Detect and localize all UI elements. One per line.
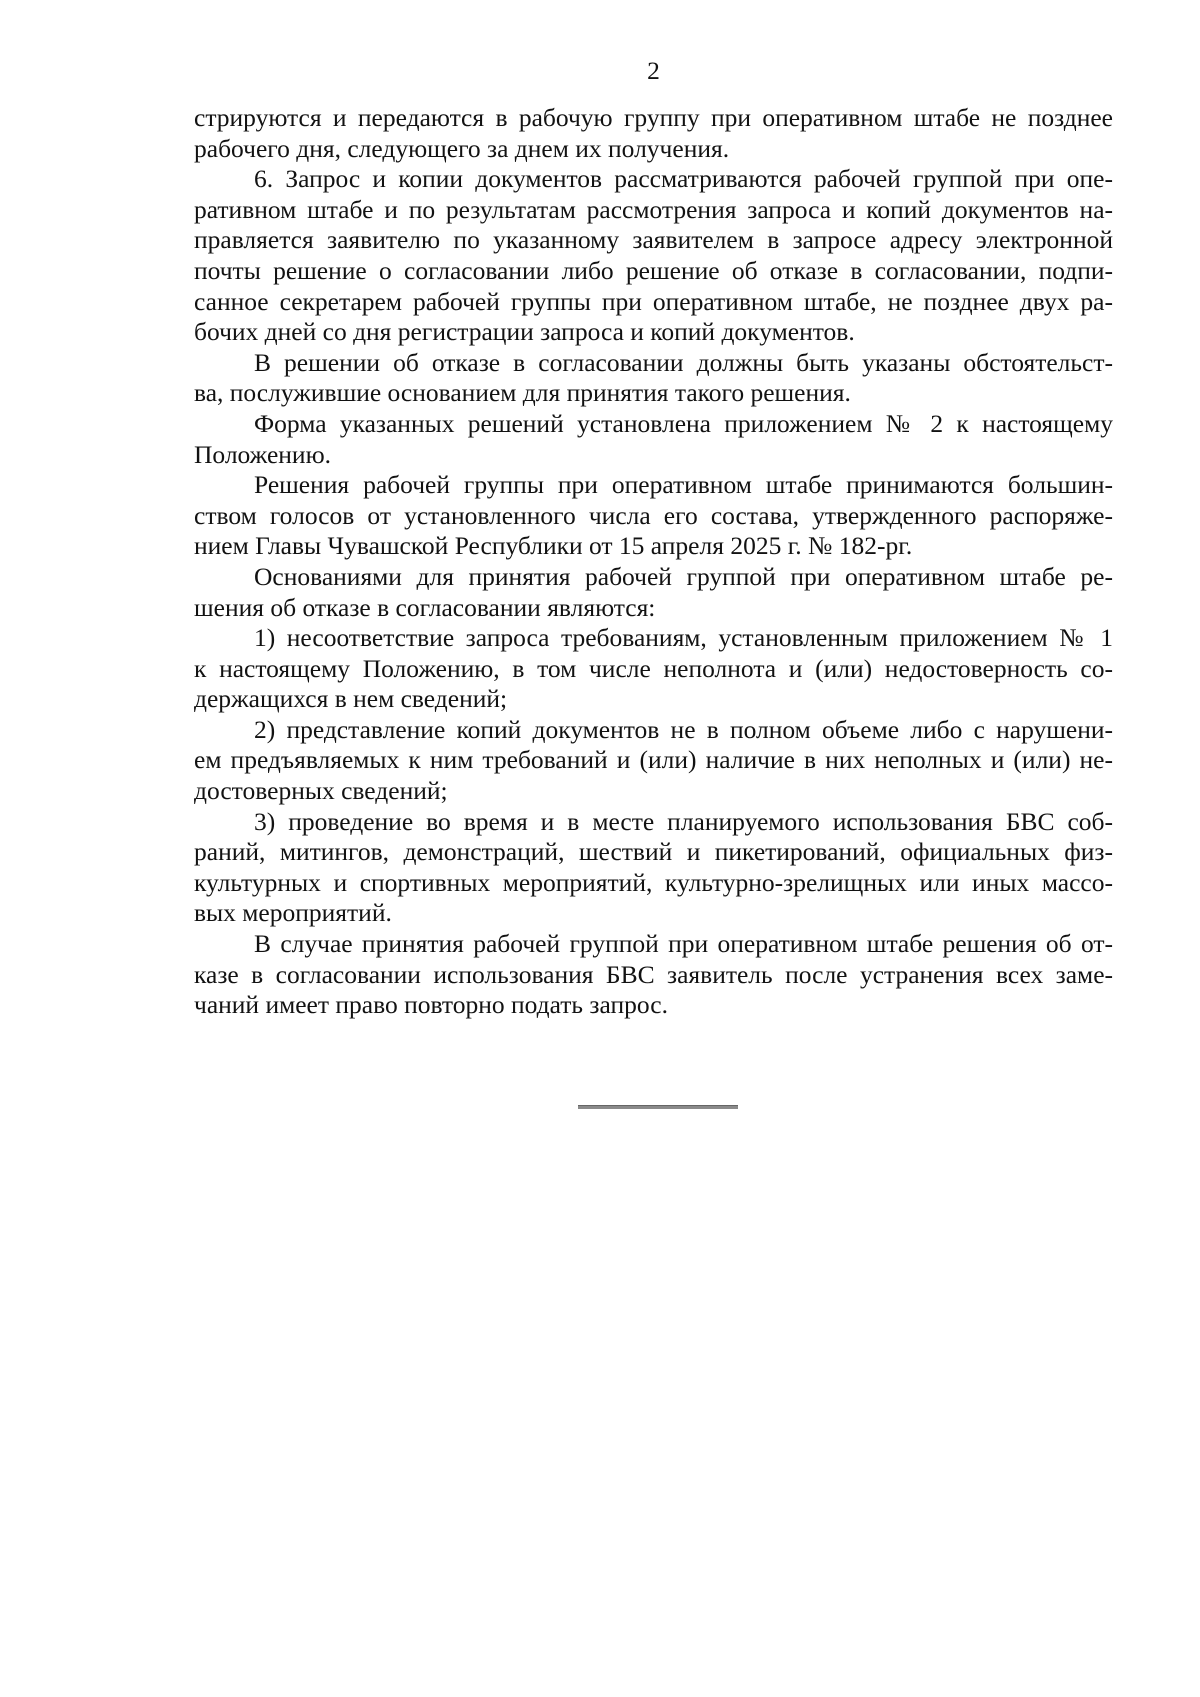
text-line: чаний имеет право повторно подать запрос. [194,990,668,1020]
text-line: рабочего дня, следующего за днем их получения. [194,133,730,163]
text-line: достоверных сведений; [194,776,448,806]
text-line: Форма указанных решений установлена приложением № 2 к настоящему [254,408,1113,438]
text-line: правляется заявителю по указанному заявителем в запросе адресу электронной [194,225,1113,255]
text-line: Решения рабочей группы при оперативном штабе принимаются большин- [254,470,1113,500]
text-line: бочих дней со дня регистрации запроса и копий документов. [194,317,855,347]
end-of-document-separator [578,1105,738,1109]
text-line: 6. Запрос и копии документов рассматриваются рабочей группой при опе- [254,164,1113,194]
text-line: ем предъявляемых к ним требований и (или) наличие в них неполных и (или) не- [194,745,1113,775]
text-line: В решении об отказе в согласовании должны быть указаны обстоятельст- [254,347,1113,377]
text-line: 1) несоответствие запроса требованиям, установленным приложением № 1 [254,623,1113,653]
text-line: к настоящему Положению, в том числе неполнота и (или) недостоверность со- [194,653,1113,683]
text-line: санное секретарем рабочей группы при оперативном штабе, не позднее двух ра- [194,286,1113,316]
text-line: шения об отказе в согласовании являются: [194,592,656,622]
document-body [194,103,1113,1021]
text-line: стрируются и передаются в рабочую группу при оперативном штабе не позднее [194,103,1113,132]
text-line: 3) проведение во время и в месте планируемого использования БВС соб- [254,806,1113,836]
text-line: раний, митингов, демонстраций, шествий и пикетирований, официальных физ- [194,837,1113,867]
text-line: почты решение о согласовании либо решение об отказе в согласовании, подпи- [194,255,1113,285]
text-line: вых мероприятий. [194,898,392,928]
text-line: Положению. [194,439,331,469]
page-number: 2 [647,56,660,85]
text-line: культурных и спортивных мероприятий, культурно-зрелищных или иных массо- [194,867,1113,897]
text-line: казе в согласовании использования БВС заявитель после устранения всех заме- [194,959,1113,989]
text-line: ративном штабе и по результатам рассмотрения запроса и копий документов на- [194,194,1113,224]
text-line: нием Главы Чувашской Республики от 15 апреля 2025 г. № 182-рг. [194,531,913,561]
text-line: 2) представление копий документов не в полном объеме либо с нарушени- [254,714,1113,744]
text-line: держащихся в нем сведений; [194,684,508,714]
text-line: Основаниями для принятия рабочей группой при оперативном штабе ре- [254,561,1113,591]
text-line: ством голосов от установленного числа его состава, утвержденного распоряже- [194,500,1113,530]
text-line: ва, послужившие основанием для принятия такого решения. [194,378,851,408]
text-line: В случае принятия рабочей группой при оперативном штабе решения об от- [254,929,1113,959]
